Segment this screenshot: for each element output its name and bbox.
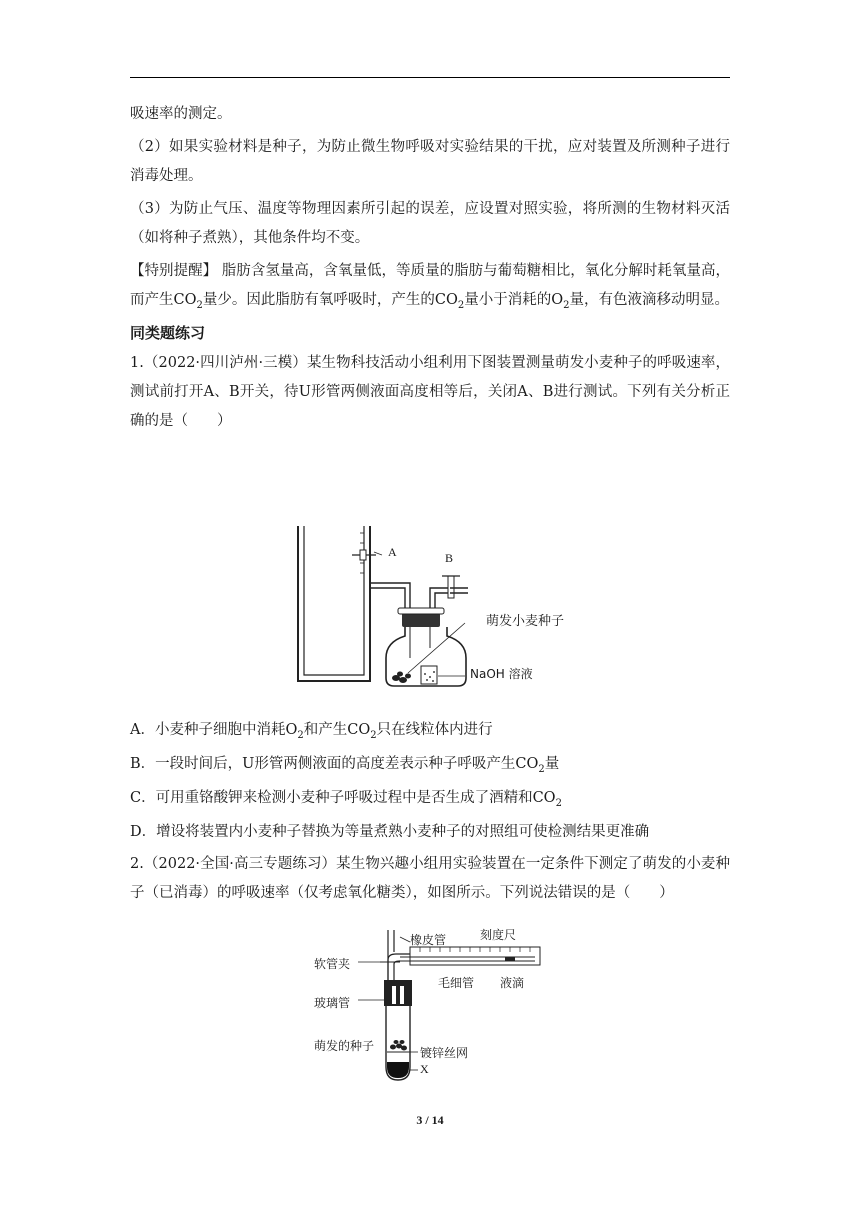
fig1-label-seeds: 萌发小麦种子 (486, 614, 565, 629)
fig2-label-clamp: 软管夹 (314, 957, 351, 971)
page-body (130, 100, 730, 440)
subscript: 2 (538, 763, 545, 775)
note-text-c: 量小于消耗的O (464, 292, 564, 308)
fig2-label-glass: 玻璃管 (314, 996, 351, 1010)
subscript: 2 (297, 729, 304, 741)
subscript: 2 (457, 299, 465, 311)
figure-1-apparatus (290, 518, 580, 693)
option-a-text: 和产生CO (303, 722, 371, 738)
fig2-label-tube: 橡皮管 (410, 933, 447, 947)
subscript: 2 (563, 299, 570, 311)
question-2-stem: 2.（2022·全国·高三专题练习）某生物兴趣小组用实验装置在一定条件下测定了萌发的小麦种子（已消毒）的呼吸速率（仅考虑氧化糖类），如图所示。下列说法错误的是（ ） (130, 856, 730, 901)
question-2-block (130, 850, 730, 912)
option-c (130, 787, 562, 809)
note-text-b: 量少。因此脂肪有氧呼吸时，产生的CO (202, 292, 458, 308)
subscript: 2 (555, 797, 562, 809)
fig2-label-mesh: 镀锌丝网 (420, 1046, 469, 1060)
option-a (130, 719, 493, 741)
subscript: 2 (370, 729, 377, 741)
question-1-stem: 1.（2022·四川泸州·三模）某生物科技活动小组利用下图装置测量萌发小麦种子的呼吸速率，测试前打开A、B开关，待U形管两侧液面高度相等后，关闭A、B进行测试。下列有关分析正确的是（ ） (130, 355, 730, 429)
section-title: 同类题练习 (130, 324, 206, 342)
note-text-a: 脂肪含氢量高，含氧量低，等质量的脂肪与葡萄糖相比，氧化分解时耗氧量高，而产生CO (130, 263, 731, 308)
paragraph-0: 吸速率的测定。 (130, 106, 232, 122)
paragraph-2: （3）为防止气压、温度等物理因素所引起的误差，应设置对照实验，将所测的生物材料灭活（如将种子煮熟），其他条件均不变。 (130, 201, 730, 246)
special-note-tag: 【特别提醒】 (130, 263, 218, 279)
option-c-text: C．可用重铬酸钾来检测小麦种子呼吸过程中是否生成了酒精和CO (130, 790, 556, 806)
fig1-label-naoh: NaOH 溶液 (470, 667, 533, 681)
option-b-text: 量 (544, 756, 560, 772)
option-b-text: B．一段时间后，U形管两侧液面的高度差表示种子呼吸产生CO (130, 756, 539, 772)
fig2-label-drop: 液滴 (500, 976, 525, 990)
subscript: 2 (196, 299, 203, 311)
note-text-d: 量，有色液滴移动明显。 (569, 292, 729, 308)
option-b (130, 753, 559, 775)
option-a-text: A．小麦种子细胞中消耗O (130, 722, 298, 738)
paragraph-special-note (130, 257, 730, 315)
header-rule (130, 77, 730, 78)
figure-2-respirometer (300, 922, 550, 1087)
fig2-label-x: X (420, 1062, 429, 1076)
fig2-label-capillary: 毛细管 (438, 976, 475, 990)
fig2-label-ruler: 刻度尺 (480, 928, 517, 942)
paragraph-1: （2）如果实验材料是种子，为防止微生物呼吸对实验结果的干扰，应对装置及所测种子进行消毒处理。 (130, 139, 730, 184)
fig1-label-a: A (388, 545, 397, 559)
fig1-label-b: B (445, 551, 454, 565)
option-a-text: 只在线粒体内进行 (376, 722, 493, 738)
page-number: 3 / 14 (416, 1113, 444, 1127)
option-d: D．增设将装置内小麦种子替换为等量煮熟小麦种子的对照组可使检测结果更准确 (130, 824, 650, 840)
fig2-label-seeds: 萌发的种子 (314, 1039, 375, 1053)
